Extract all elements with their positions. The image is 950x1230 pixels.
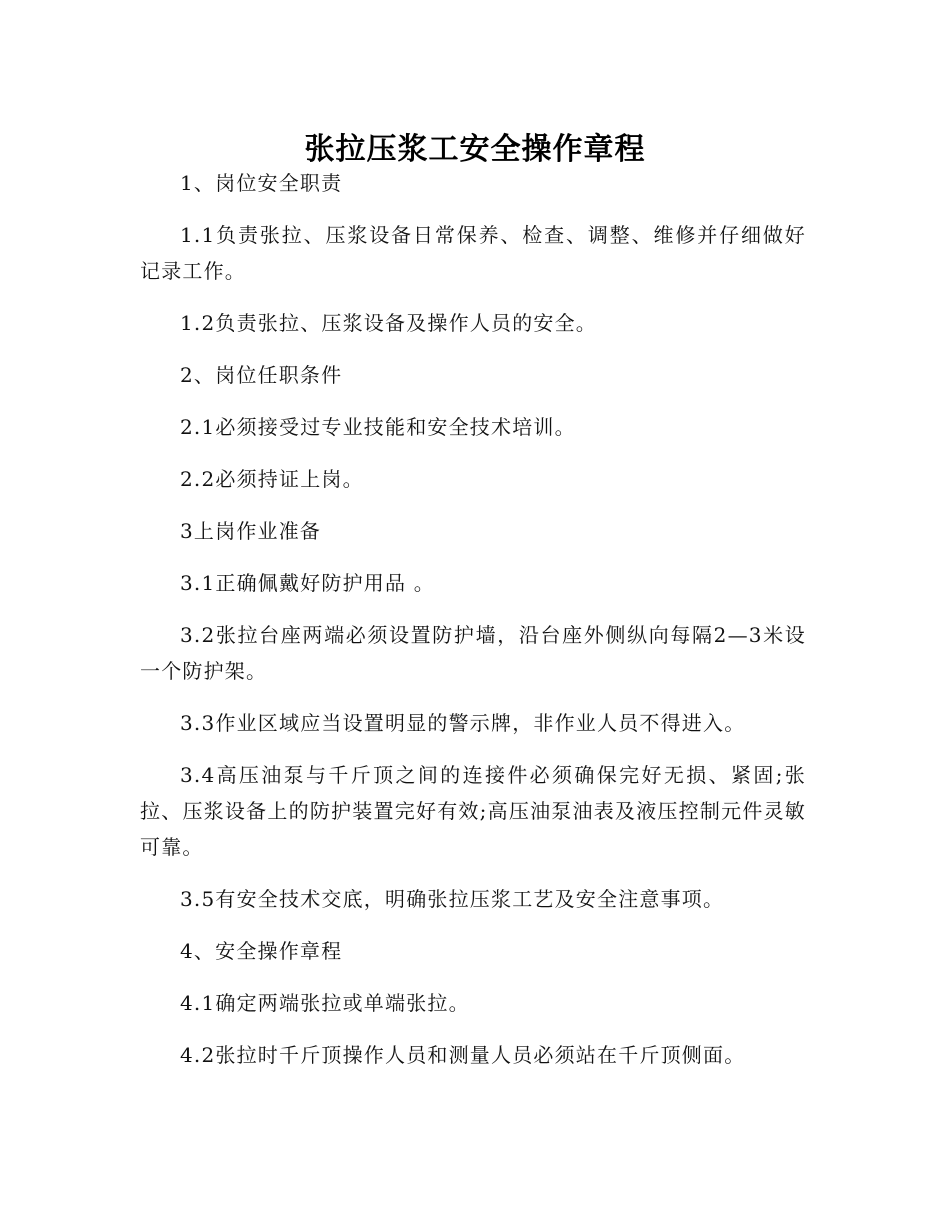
paragraph-section-4-heading: 4、安全操作章程 (180, 939, 343, 963)
paragraph-3-1: 3.1正确佩戴好防护用品 。 (180, 571, 435, 595)
paragraph-2-2: 2.2必须持证上岗。 (180, 467, 364, 491)
paragraph-3-5: 3.5有安全技术交底，明确张拉压浆工艺及安全注意事项。 (180, 887, 725, 911)
document-title: 张拉压浆工安全操作章程 (304, 132, 646, 168)
paragraph-section-2-heading: 2、岗位任职条件 (180, 363, 343, 387)
paragraph-4-2: 4.2张拉时千斤顶操作人员和测量人员必须站在千斤顶侧面。 (180, 1043, 746, 1067)
paragraph-3-3: 3.3作业区域应当设置明显的警示牌，非作业人员不得进入。 (180, 711, 746, 735)
paragraph-3-4: 3.4高压油泵与千斤顶之间的连接件必须确保完好无损、紧固;张拉、压浆设备上的防护装置完好有效;高压油泵油表及液压控制元件灵敏可靠。 (140, 763, 806, 859)
paragraph-3-2: 3.2张拉台座两端必须设置防护墙，沿台座外侧纵向每隔2—3米设一个防护架。 (140, 623, 806, 683)
document-body (140, 165, 806, 1089)
paragraph-section-3-heading: 3上岗作业准备 (180, 519, 322, 543)
paragraph-section-1-heading: 1、岗位安全职责 (180, 171, 343, 195)
paragraph-2-1: 2.1必须接受过专业技能和安全技术培训。 (180, 415, 576, 439)
paragraph-4-1: 4.1确定两端张拉或单端张拉。 (180, 991, 470, 1015)
paragraph-1-2: 1.2负责张拉、压浆设备及操作人员的安全。 (180, 311, 598, 335)
paragraph-1-1: 1.1负责张拉、压浆设备日常保养、检查、调整、维修并仔细做好记录工作。 (140, 223, 806, 283)
